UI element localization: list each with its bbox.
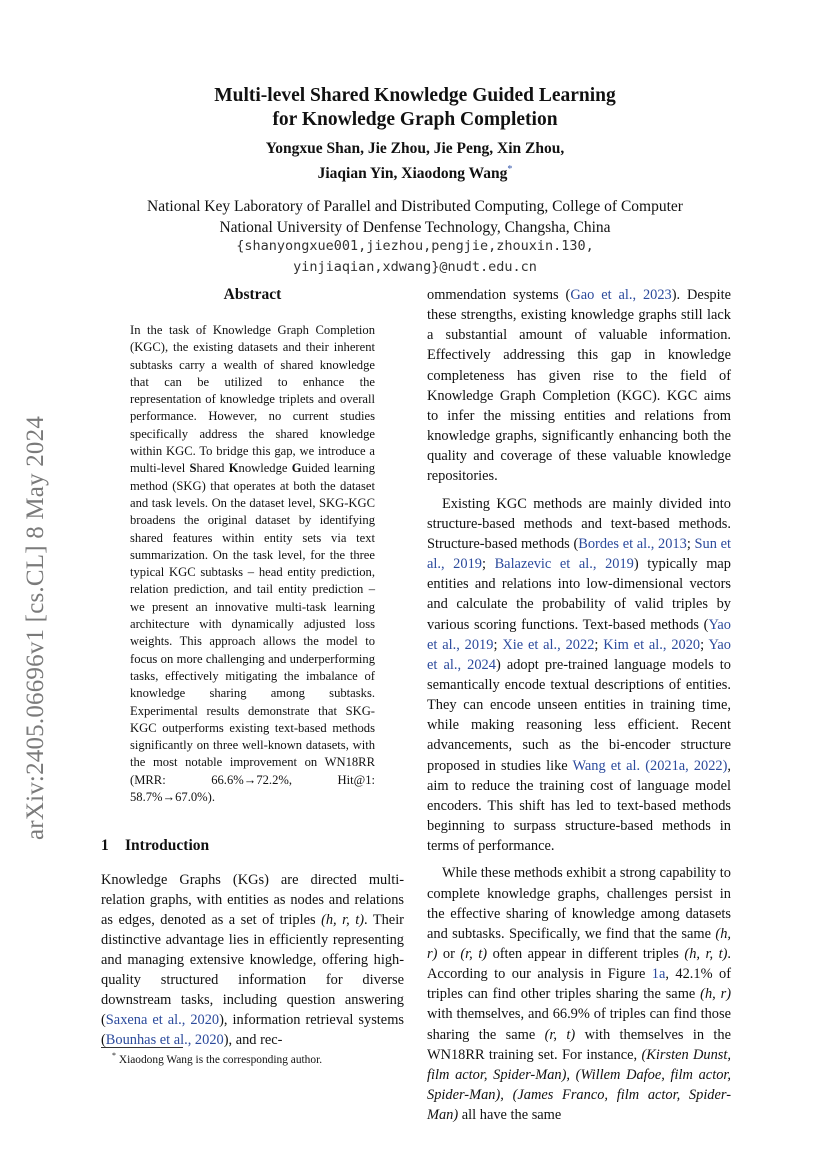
body-text: ) typically map entities and relations into low-dimensional vectors and calculate the probability of valid triples by various scoring functions. Text-based methods ( (427, 556, 731, 633)
abstract-bold-s: S (189, 461, 197, 476)
body-text: ). Despite these strengths, existing knowledge graphs still lack a substantial amount of valuable information. Effectively addressing this gap in knowledge completeness has given rise to the field of Knowledge Graph Completion (KGC). KGC aims to infer the missing entities and relations from knowledge graphs, significantly enhancing both the quality and coverage of these valuable knowledge repositories. (427, 287, 732, 485)
body-text: all have the same (458, 1107, 562, 1124)
section-number: 1 (101, 837, 109, 854)
citation-link[interactable]: Wang et al. (2021a, 2022) (572, 757, 728, 774)
math-pair: (h, r) (700, 986, 732, 1003)
right-paragraph-3 (427, 863, 731, 1125)
abstract-bold-g: G (291, 461, 302, 476)
math-pair: (r, t) (544, 1026, 576, 1043)
citation-link[interactable]: Xie et al., 2022 (502, 636, 595, 653)
section-heading-introduction (101, 837, 209, 855)
math-triple: (h, r, t) (684, 946, 728, 962)
right-paragraph-2 (427, 494, 731, 857)
section-title: Introduction (125, 837, 210, 854)
body-text: ; (481, 556, 495, 573)
corresponding-author-mark[interactable]: * (507, 164, 513, 175)
body-text: often appear in different triples (487, 946, 685, 962)
example-triples: (Kirsten Dunst, film actor, Spider-Man), (Willem Dafoe, film actor, Spider-Man), (James Franco, film actor, Spider-Man) (427, 1046, 731, 1124)
body-text: ; (686, 535, 695, 552)
arxiv-identifier[interactable]: arXiv:2405.06696v1 [cs.CL] 8 May 2024 (22, 415, 49, 840)
author-list (100, 138, 730, 184)
paper-title (100, 84, 730, 132)
author-emails (100, 236, 730, 278)
abstract-text-4: uided learning method (SKG) that operates at both the dataset and task levels. On the dataset level, SKG-KGC broadens the original dataset by identifying shared features within entity sets via text summarization. On the task level, for the three typical KGC subtasks – head entity prediction, relation prediction, and tail entity prediction – we present an innovative multi-task learning architecture with dynamically adjusted loss weights. This approach allows the model to focus on more challenging and underperforming tasks, effectively mitigating the imbalance of knowledge sharing among subtasks. Experimental results demonstrate that SKG-KGC outperforms existing text-based methods significantly on three well-known datasets, with the most notable improvement on WN18RR (MRR: 66.6%→72.2%, Hit@1: 58.7%→67.0%). (130, 461, 376, 805)
authors-line-1: Yongxue Shan, Jie Zhou, Jie Peng, Xin Zhou, (265, 140, 565, 157)
authors-line-2 (100, 159, 730, 184)
citation-link[interactable]: Yao et al., 2024 (427, 636, 732, 673)
body-text: or (437, 946, 461, 962)
intro-text: . Their distinctive advantage lies in efficiently representing and managing extensive knowledge, offering high-quality structured information for diverse downstream tasks, including question answering ( (101, 912, 404, 1028)
body-text: ; (493, 636, 503, 653)
email-line-2: yinjiaqian,xdwang}@nudt.edu.cn (293, 259, 537, 275)
affiliation (100, 196, 730, 238)
body-text: , aim to reduce the training cost of language model encoders. This shift has led to text-based methods beginning to surpass structure-based methods in terms of performance. (427, 757, 731, 855)
citation-link[interactable]: Sun et al., 2019 (427, 535, 731, 573)
title-line-1: Multi-level Shared Knowledge Guided Learning (214, 85, 616, 106)
body-text: , 42.1% of triples can find other triples sharing the same (427, 966, 731, 1003)
abstract-heading: Abstract (223, 286, 282, 303)
intro-text: ), and rec- (223, 1032, 283, 1048)
right-paragraph-1 (427, 285, 731, 487)
body-text: ; (594, 636, 604, 653)
email-line-1: {shanyongxue001,jiezhou,pengjie,zhouxin.130, (236, 238, 594, 254)
body-text: While these methods exhibit a strong capability to complete knowledge graphs, challenges persist in the effective sharing of knowledge among datasets and subtasks. Specifically, we find that the same (427, 865, 731, 942)
math-pair: (h, r) (427, 925, 731, 962)
citation-link[interactable]: Bounhas et al., 2020 (105, 1032, 224, 1048)
math-triple: (h, r, t) (321, 912, 364, 928)
footnote (112, 1048, 322, 1068)
figure-link[interactable]: 1a (651, 966, 666, 983)
citation-link[interactable]: Kim et al., 2020 (603, 636, 701, 653)
intro-text: Knowledge Graphs (KGs) are directed multi-relation graphs, with entities as nodes and relations as edges, denoted as a set of triples (101, 872, 404, 928)
abstract-bold-k: K (228, 461, 239, 476)
title-line-2: for Knowledge Graph Completion (272, 109, 558, 130)
footnote-text: Xiaodong Wang is the corresponding author. (116, 1053, 323, 1066)
footnote-mark: * (112, 1051, 116, 1060)
right-column (427, 285, 731, 1132)
citation-link[interactable]: Saxena et al., 2020 (105, 1012, 220, 1028)
citation-link[interactable]: Balazevic et al., 2019 (494, 556, 634, 573)
abstract-body (130, 322, 375, 806)
abstract-text-3: nowledge (238, 461, 292, 476)
body-text: with themselves, and 66.9% of triples can find those sharing the same (427, 1006, 731, 1043)
affiliation-line-2: National University of Denfense Technology, Changsha, China (219, 219, 611, 236)
affiliation-line-1: National Key Laboratory of Parallel and Distributed Computing, College of Computer (147, 198, 683, 215)
introduction-paragraph (101, 870, 404, 1050)
citation-link[interactable]: Gao et al., 2023 (570, 287, 672, 303)
authors-line-2-text: Jiaqian Yin, Xiaodong Wang (317, 165, 508, 183)
citation-link[interactable]: Yao et al., 2019 (427, 616, 731, 653)
body-text: ) adopt pre-trained language models to semantically encode textual descriptions of entities. They can encode unseen entities in training time, while making reasoning less efficient. Recent advancements, such as the bi-encoder structure proposed in studies like (427, 656, 731, 774)
body-text: ommendation systems ( (427, 287, 571, 303)
body-text: Existing KGC methods are mainly divided into structure-based methods and text-based methods. Structure-based methods ( (427, 495, 731, 552)
abstract-text-1: In the task of Knowledge Graph Completion (KGC), the existing datasets and their inherent subtasks carry a wealth of shared knowledge that can be utilized to enhance the representation of knowledge triplets and overall performance. However, no current studies specifically address the shared knowledge within KGC. To bridge this gap, we introduce a multi-level (130, 323, 375, 476)
body-text: . According to our analysis in Figure (427, 946, 731, 983)
body-text: with themselves in the WN18RR training set. For instance, (427, 1026, 731, 1063)
citation-link[interactable]: Bordes et al., 2013 (578, 535, 687, 552)
abstract-text-2: hared (196, 461, 229, 476)
intro-text: ), information retrieval systems ( (101, 1012, 404, 1048)
body-text: ; (700, 636, 709, 653)
math-pair: (r, t) (460, 946, 488, 962)
